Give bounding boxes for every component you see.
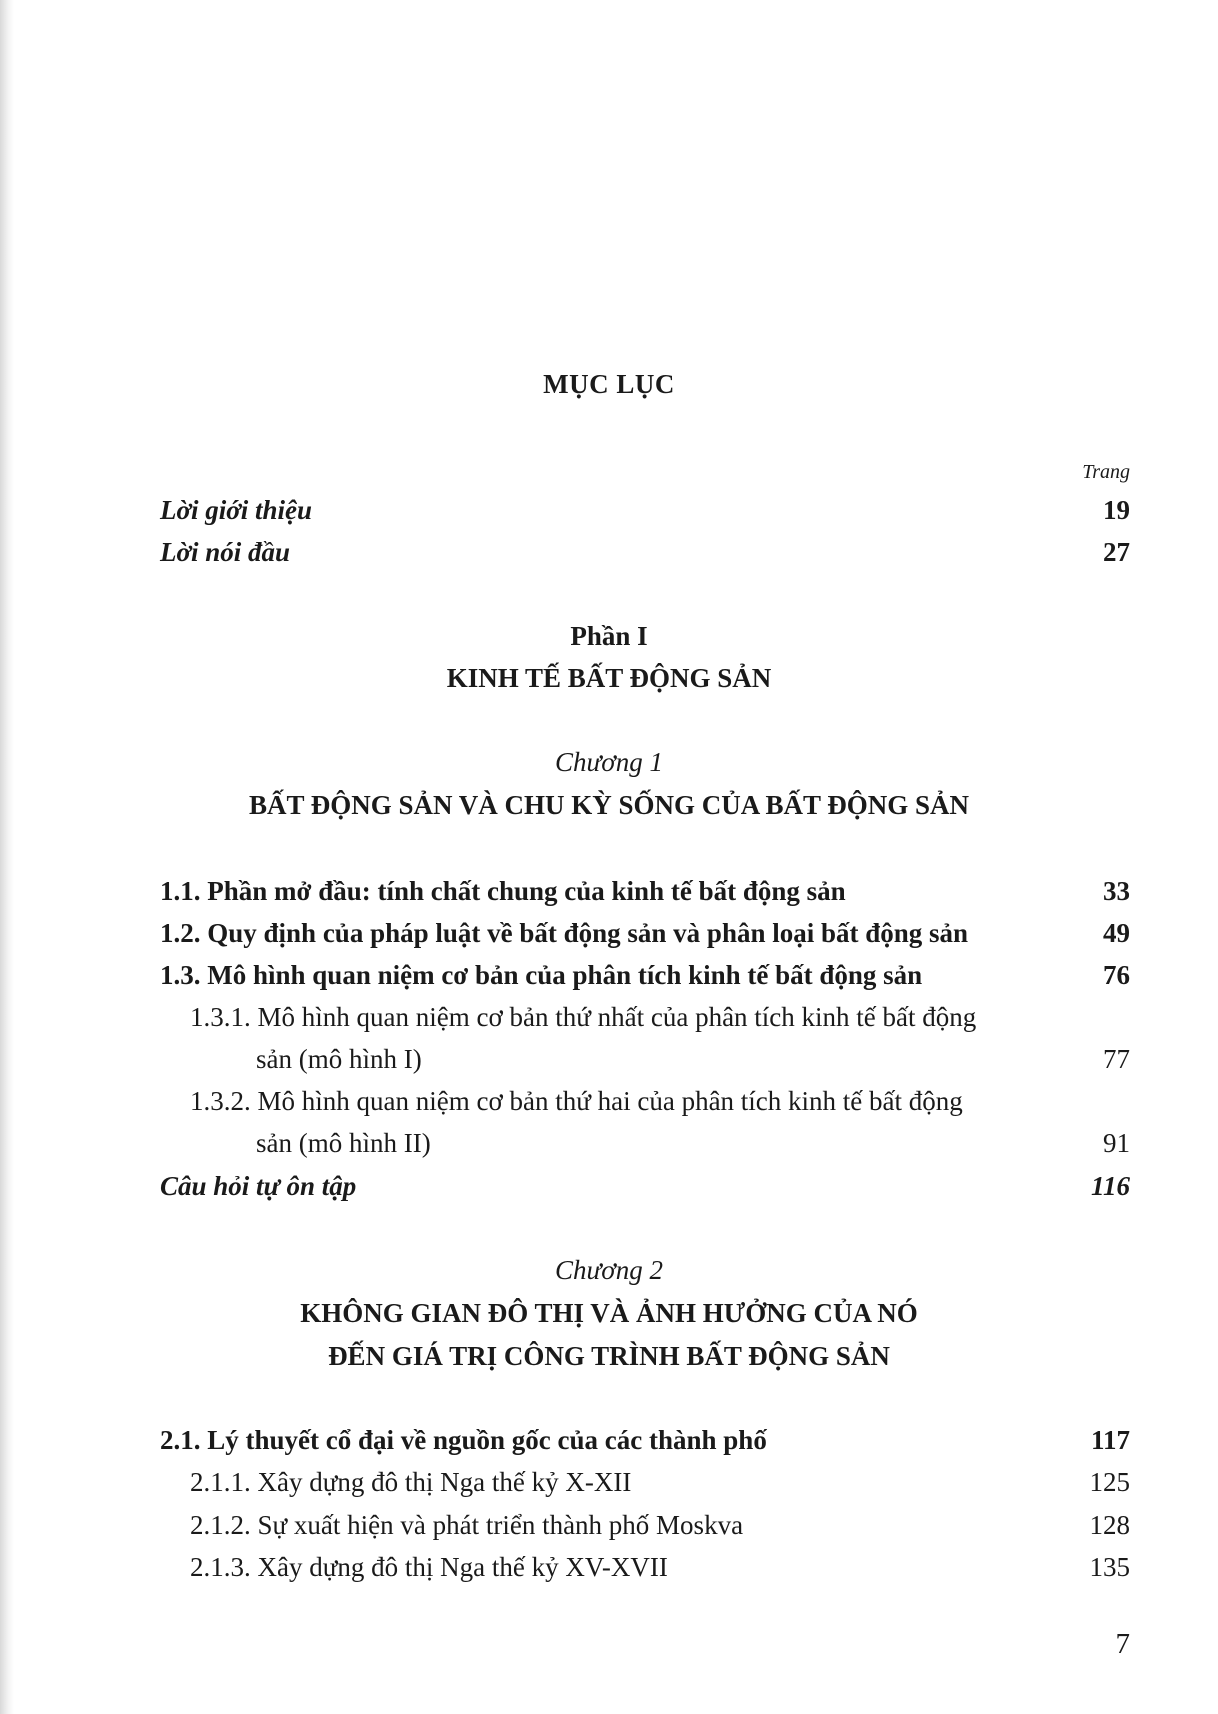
toc-entry-2-1-2[interactable] bbox=[160, 1510, 1130, 1546]
toc-entry-page: 91 bbox=[1103, 1128, 1130, 1158]
toc-entry-page: 33 bbox=[1103, 876, 1130, 906]
toc-entry-page: 77 bbox=[1103, 1044, 1130, 1074]
part-title: KINH TẾ BẤT ĐỘNG SẢN bbox=[446, 663, 772, 693]
page-column-label: Trang bbox=[1082, 461, 1130, 483]
toc-entry-1-3-2-cont[interactable] bbox=[160, 1128, 1130, 1164]
toc-entry-label: 2.1. Lý thuyết cổ đại về nguồn gốc của các thành phố bbox=[160, 1425, 767, 1455]
toc-entry-page: 125 bbox=[1089, 1467, 1130, 1497]
toc-entry-1-3-1[interactable] bbox=[160, 1002, 1130, 1038]
chapter-1-label: Chương 1 bbox=[555, 747, 663, 777]
toc-entry-page: 116 bbox=[1090, 1171, 1130, 1201]
toc-entry-label: 1.3.1. Mô hình quan niệm cơ bản thứ nhất của phân tích kinh tế bất động bbox=[190, 1002, 977, 1032]
toc-entry-preface[interactable] bbox=[160, 537, 1130, 573]
toc-entry-page: 117 bbox=[1090, 1425, 1130, 1455]
toc-entry-label: 1.1. Phần mở đầu: tính chất chung của kinh tế bất động sản bbox=[160, 876, 846, 906]
toc-entry-label: 1.3.2. Mô hình quan niệm cơ bản thứ hai của phân tích kinh tế bất động bbox=[190, 1086, 963, 1116]
toc-entry-label: Lời giới thiệu bbox=[160, 495, 312, 525]
toc-entry-page: 27 bbox=[1103, 537, 1130, 567]
toc-entry-review-questions[interactable] bbox=[160, 1171, 1130, 1207]
toc-entry-label: 1.2. Quy định của pháp luật về bất động sản và phân loại bất động sản bbox=[160, 918, 969, 948]
toc-entry-page: 76 bbox=[1103, 960, 1130, 990]
chapter-2-title-line-1: KHÔNG GIAN ĐÔ THỊ VÀ ẢNH HƯỞNG CỦA NÓ bbox=[300, 1298, 918, 1328]
toc-entry-label: 2.1.3. Xây dựng đô thị Nga thế kỷ XV-XVII bbox=[190, 1552, 668, 1582]
toc-entry-1-3-2[interactable] bbox=[160, 1086, 1130, 1122]
toc-entry-label: 1.3. Mô hình quan niệm cơ bản của phân tích kinh tế bất động sản bbox=[160, 960, 923, 990]
toc-entry-label: 2.1.1. Xây dựng đô thị Nga thế kỷ X-XII bbox=[190, 1467, 632, 1497]
toc-entry-label: 2.1.2. Sự xuất hiện và phát triển thành phố Moskva bbox=[190, 1510, 744, 1540]
chapter-2-title-line-2: ĐẾN GIÁ TRỊ CÔNG TRÌNH BẤT ĐỘNG SẢN bbox=[328, 1341, 890, 1371]
toc-entry-label: Lời nói đầu bbox=[160, 537, 291, 567]
toc-entry-1-1[interactable] bbox=[160, 876, 1130, 912]
toc-entry-label-continued: sản (mô hình I) bbox=[256, 1044, 422, 1074]
toc-entry-2-1[interactable] bbox=[160, 1425, 1130, 1461]
toc-entry-1-2[interactable] bbox=[160, 918, 1130, 954]
toc-entry-1-3-1-cont[interactable] bbox=[160, 1044, 1130, 1080]
chapter-1-title: BẤT ĐỘNG SẢN VÀ CHU KỲ SỐNG CỦA BẤT ĐỘNG SẢN bbox=[248, 790, 970, 820]
toc-entry-page: 49 bbox=[1103, 918, 1130, 948]
chapter-2-label: Chương 2 bbox=[555, 1255, 663, 1285]
part-label: Phần I bbox=[570, 621, 648, 651]
page-number: 7 bbox=[1115, 1628, 1130, 1660]
toc-entry-label-continued: sản (mô hình II) bbox=[256, 1128, 431, 1158]
toc-entry-page: 19 bbox=[1103, 495, 1130, 525]
toc-entry-2-1-3[interactable] bbox=[160, 1552, 1130, 1588]
toc-entry-2-1-1[interactable] bbox=[160, 1467, 1130, 1503]
toc-entry-label: Câu hỏi tự ôn tập bbox=[160, 1171, 357, 1201]
toc-entry-page: 135 bbox=[1089, 1552, 1130, 1582]
toc-entry-1-3[interactable] bbox=[160, 960, 1130, 996]
page-title: MỤC LỤC bbox=[543, 369, 675, 399]
toc-entry-intro[interactable] bbox=[160, 495, 1130, 531]
toc-entry-page: 128 bbox=[1089, 1510, 1130, 1540]
